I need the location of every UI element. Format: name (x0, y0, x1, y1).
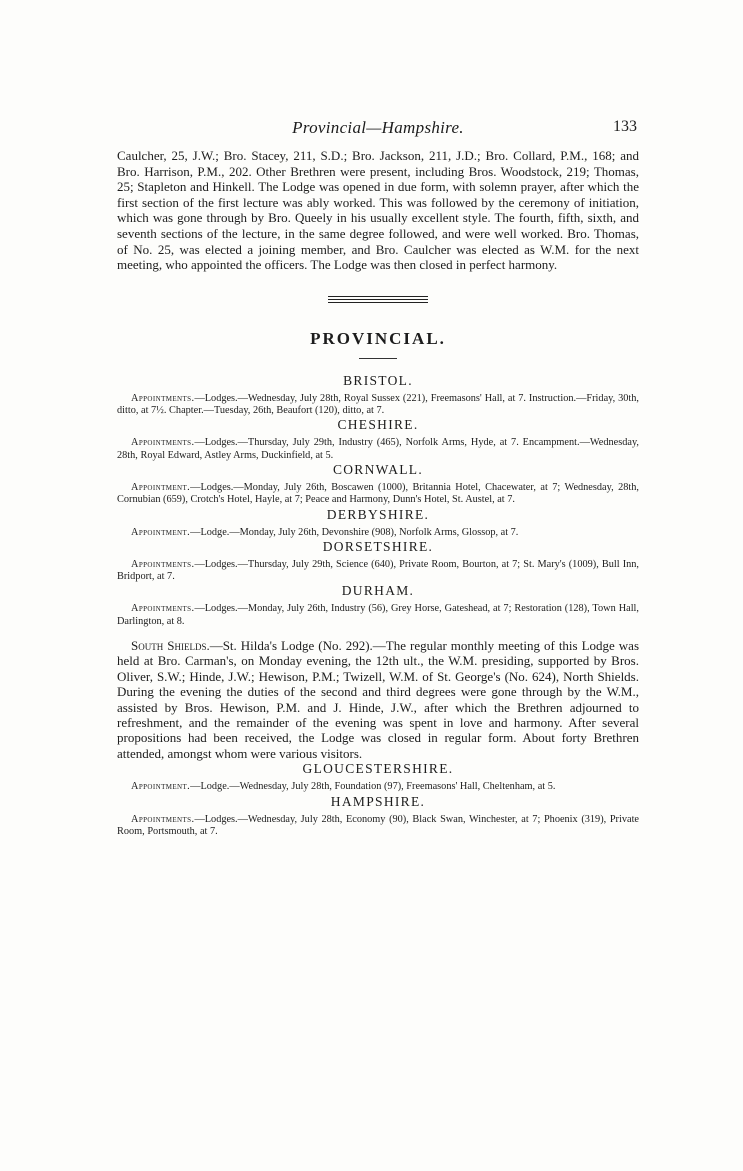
county-notice-gloucestershire (117, 761, 639, 793)
page-number: 133 (613, 118, 637, 135)
notice-text: Appointments.—Lodges.—Thursday, July 29th, Science (640), Private Room, Bourton, at 7; St. Mary's (1009), Bull Inn, Bridport, at 7. (117, 558, 639, 583)
continuation-paragraph: Caulcher, 25, J.W.; Bro. Stacey, 211, S.D.; Bro. Jackson, 211, J.D.; Bro. Collard, P.M., 168; and Bro. Harrison, P.M., 202. Other Brethren were present, including Bros. Woodstock, 219; Thomas, 25; Stapleton and Hinkell. The Lodge was opened in due form, with solemn prayer, after which the first section of the first lecture was ably worked. This was followed by the ceremony of initiation, which was gone through by Bro. Queely in his usually excellent style. The fourth, fifth, sixth, and seventh sections of the lecture, in the same degree followed, and were well worked. Bro. Thomas, of No. 25, was elected a joining member, and Bro. Caulcher was elected as W.M. for the next meeting, who appointed the officers. The Lodge was then closed in perfect harmony. (117, 148, 639, 273)
lodge-report: South Shields.—St. Hilda's Lodge (No. 292).—The regular monthly meeting of this Lodge was held at Bro. Carman's, on Monday evening, the 12th ult., the W.M. presiding, supported by Bros. Oliver, S.W.; Hinde, J.W.; Hewison, P.M.; Twizell, W.M. of St. George's (No. 624), North Shields. During the evening the duties of the second and third degrees were gone through by the W.M., assisted by Bros. Hewison, P.M. and J. Hinde, J.W., after which the Brethren adjourned to refreshment, and the remainder of the evening was spent in love and harmony. After several propositions had been received, the Lodge was closed in regular form. About forty Brethren attended, amongst whom were various visitors. (117, 638, 640, 761)
notice-text: Appointment.—Lodges.—Monday, July 26th, Boscawen (1000), Britannia Hotel, Chacewater, at 7; Wednesday, 28th, Cornubian (659), Crotch's Hotel, Hayle, at 7; Peace and Harmony, Dunn's Hotel, St. Austel, at 7. (117, 481, 639, 506)
county-heading: DORSETSHIRE. (322, 538, 434, 554)
county-notice-durham (117, 583, 639, 628)
notice-text: Appointments.—Lodges.—Monday, July 26th, Industry (56), Grey Horse, Gateshead, at 7; Restoration (128), Town Hall, Darlington, at 8. (117, 603, 639, 627)
notice-text: Appointments.—Lodges.—Wednesday, July 28th, Economy (90), Black Swan, Winchester, at 7; Phoenix (319), Private Room, Portsmouth, at 7. (117, 813, 639, 837)
county-notice-derbyshire (117, 507, 639, 539)
county-notice-cheshire (117, 417, 639, 462)
running-title: Provincial—Hampshire. (292, 118, 464, 137)
section-divider (328, 296, 428, 303)
county-heading: DURHAM. (341, 583, 415, 599)
county-heading: GLOUCESTERSHIRE. (302, 761, 454, 777)
county-notice-dorsetshire (117, 539, 639, 584)
notice-text: Appointments.—Lodges.—Thursday, July 29th, Industry (465), Norfolk Arms, Hyde, at 7. Encampment.—Wednesday, 28th, Royal Edward, Astley Arms, Duckinfield, at 5. (117, 437, 639, 461)
county-heading: DERBYSHIRE. (326, 506, 430, 522)
county-heading: HAMPSHIRE. (330, 793, 426, 809)
section-title: PROVINCIAL. (310, 328, 446, 348)
notice-text: Appointment.—Lodge.—Monday, July 26th, Devonshire (908), Norfolk Arms, Glossop, at 7. (131, 526, 519, 538)
county-notice-bristol (117, 373, 639, 418)
page (117, 118, 639, 838)
county-heading: CORNWALL. (332, 461, 424, 477)
county-heading: CHESHIRE. (337, 417, 419, 433)
notice-text: Appointments.—Lodges.—Wednesday, July 28th, Royal Sussex (221), Freemasons' Hall, at 7. Instruction.—Friday, 30th, ditto, at 7½. Chapter.—Tuesday, 26th, Beaufort (120), ditto, at 7. (117, 392, 639, 417)
running-head (117, 118, 639, 148)
county-heading: BRISTOL. (343, 372, 413, 388)
county-notice-hampshire (117, 794, 639, 839)
notice-text: Appointment.—Lodge.—Wednesday, July 28th, Foundation (97), Freemasons' Hall, Cheltenham, at 5. (131, 781, 556, 793)
county-notice-cornwall (117, 462, 639, 507)
